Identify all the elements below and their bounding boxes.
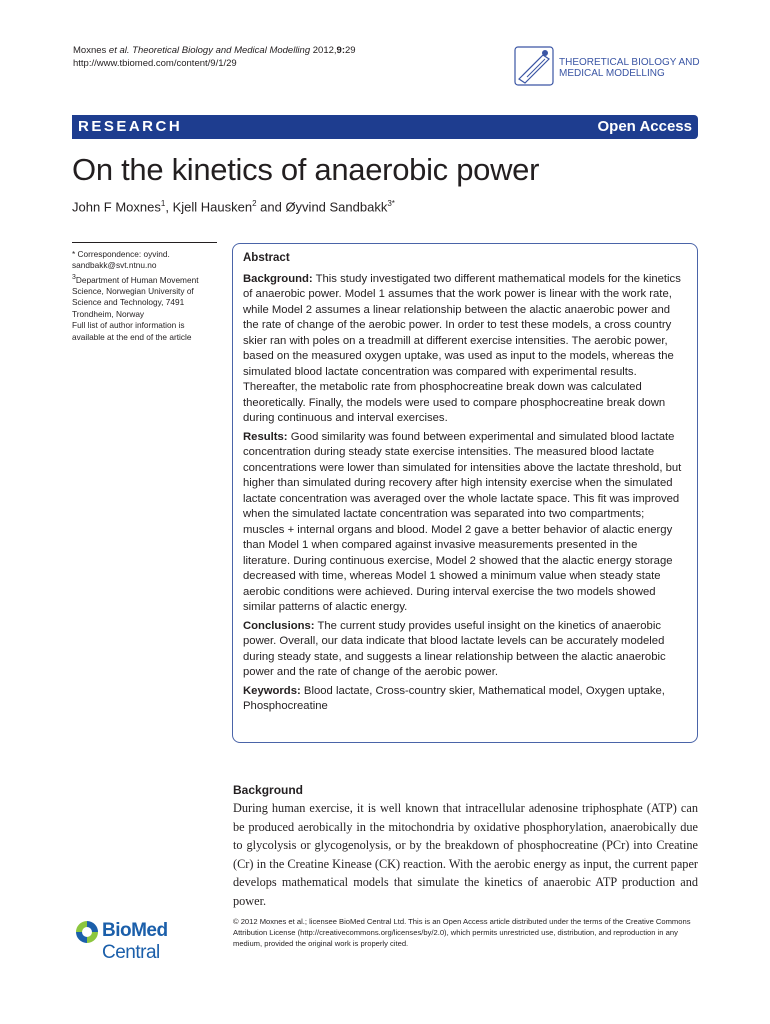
abstract-background-label: Background: <box>243 272 313 285</box>
abstract-conclusions-label: Conclusions: <box>243 619 315 632</box>
correspondence-email[interactable]: sandbakk@svt.ntnu.no <box>72 260 157 271</box>
abstract-box <box>232 243 698 743</box>
affiliation <box>72 272 217 320</box>
correspondence-label: * Correspondence: oyvind. <box>72 249 170 259</box>
abstract-background <box>243 272 687 427</box>
abstract-results <box>243 430 687 616</box>
author-separator: , <box>165 199 173 215</box>
journal-logo-line1: THEORETICAL BIOLOGY AND <box>559 57 700 68</box>
citation-volume: 9: <box>336 45 345 56</box>
author-list <box>72 199 395 214</box>
author-name[interactable]: John F Moxnes <box>72 199 161 215</box>
affiliation-sup: 3 <box>72 273 76 281</box>
abstract-keywords-text: Blood lactate, Cross-country skier, Mathematical model, Oxygen uptake, Phosphocreatine <box>243 684 665 712</box>
section-banner <box>72 115 698 139</box>
citation-authors: Moxnes <box>73 45 107 56</box>
author-name[interactable]: Øyvind Sandbakk <box>285 199 388 215</box>
article-title: On the kinetics of anaerobic power <box>72 152 540 187</box>
citation-header <box>73 44 356 70</box>
abstract-results-text: Good similarity was found between experimental and simulated blood lactate concentration during steady state exercise intensities. The measured blood lactate concentrations were lower than simulated for intensities above the lactate threshold, but higher than simulated during recovery after high intensity exercise when the simulated lactate concentration was averaged over the whole lactate space. This fit was improved when the simulated lactate concentration was separated into two compartments; muscles + internal organs and blood. Model 2 gave a better behavior of alactic energy than Model 1 when compared against invasive measurements presented in the literature. During continuous exercise, Model 2 showed that the alactic energy storage decreased with time, whereas Model 1 showed a minimum value when steady state aerobic conditions were achieved. During interval exercise the two models showed similar patterns of alactic energy. <box>243 430 682 613</box>
open-access-label: Open Access <box>597 118 692 135</box>
abstract-background-text: This study investigated two different mathematical models for the kinetics of anaerobic power. Model 1 assumes that the work power is linear with the work rate, while Model 2 assumes a linear relationship between the alactic anaerobic power and the rate of change of the aerobic power. In order to test these models, a cross country skier ran with poles on a treadmill at different exercise intensities. The aerobic power, based on the measured oxygen uptake, was used as input to the models, whereas the simulated blood lactate concentration was compared with experimental results. Thereafter, the metabolic rate from phosphocreatine break down was calculated theoretically. Finally, the models were used to compare phosphocreatine break down during continuous and interval exercises. <box>243 272 681 424</box>
biomed-central-icon <box>72 916 102 948</box>
biomed-central-wordmark <box>102 920 222 964</box>
journal-logo-text <box>559 57 700 79</box>
section-label: RESEARCH <box>78 118 183 135</box>
abstract-conclusions-text: The current study provides useful insight on the kinetics of anaerobic power. Overall, our data indicate that blood lactate levels can be accurately modeled during steady state, and suggests a linear relationship between the alactic anaerobic power and the rate of change of the aerobic power. <box>243 619 666 678</box>
journal-logo-icon <box>513 45 557 89</box>
affiliation-text: Department of Human Movement Science, Norwegian University of Science and Technology, 7491 Trondheim, Norway <box>72 274 199 319</box>
citation-year: 2012, <box>312 45 337 56</box>
journal-logo <box>513 45 703 89</box>
background-paragraph: During human exercise, it is well known that intracellular adenosine triphosphate (ATP) can be produced aerobically in the mitochondria by oxidative phosphorylation, anaerobically due to glycolysis or glycogenolysis, or by the breakdown of phosphocreatine (PCr) into Creatine (Cr) in the Creatine Kinease (CK) reaction. With the aerobic energy as input, the current paper develops mathematical models that simulate the kinetics of anaerobic ATP production and power. <box>233 801 698 908</box>
author-name[interactable]: Kjell Hausken <box>172 199 253 215</box>
abstract-conclusions <box>243 619 687 681</box>
author-info-note: Full list of author information is available at the end of the article <box>72 320 192 342</box>
citation-line <box>73 44 356 57</box>
author-affil-sup: 1 <box>160 199 166 208</box>
citation-etal: et al. <box>108 45 130 56</box>
citation-page: 29 <box>345 45 356 56</box>
biomed-wordmark: BioMed <box>102 920 168 941</box>
article-url[interactable]: http://www.tbiomed.com/content/9/1/29 <box>73 58 237 69</box>
correspondence-sidebar <box>72 242 217 343</box>
abstract-results-label: Results: <box>243 430 288 443</box>
abstract-heading: Abstract <box>243 252 290 264</box>
author-affil-sup: 3* <box>387 199 395 208</box>
citation-journal: Theoretical Biology and Medical Modelling <box>132 45 311 56</box>
license-notice: © 2012 Moxnes et al.; licensee BioMed Central Ltd. This is an Open Access article distributed under the terms of the Creative Commons Attribution License (http://creativecommons.org/licenses/by/2.0), which permits unrestricted use, distribution, and reproduction in any medium, provided the original work is properly cited. <box>233 917 691 948</box>
journal-logo-line2: MEDICAL MODELLING <box>559 68 665 79</box>
author-affil-sup: 2 <box>252 199 257 208</box>
background-heading: Background <box>233 783 304 797</box>
biomed-central-logo[interactable] <box>72 916 222 963</box>
abstract-keywords <box>243 684 687 715</box>
author-separator: and <box>256 199 286 215</box>
abstract-keywords-label: Keywords: <box>243 684 301 697</box>
central-wordmark: Central <box>102 942 160 963</box>
